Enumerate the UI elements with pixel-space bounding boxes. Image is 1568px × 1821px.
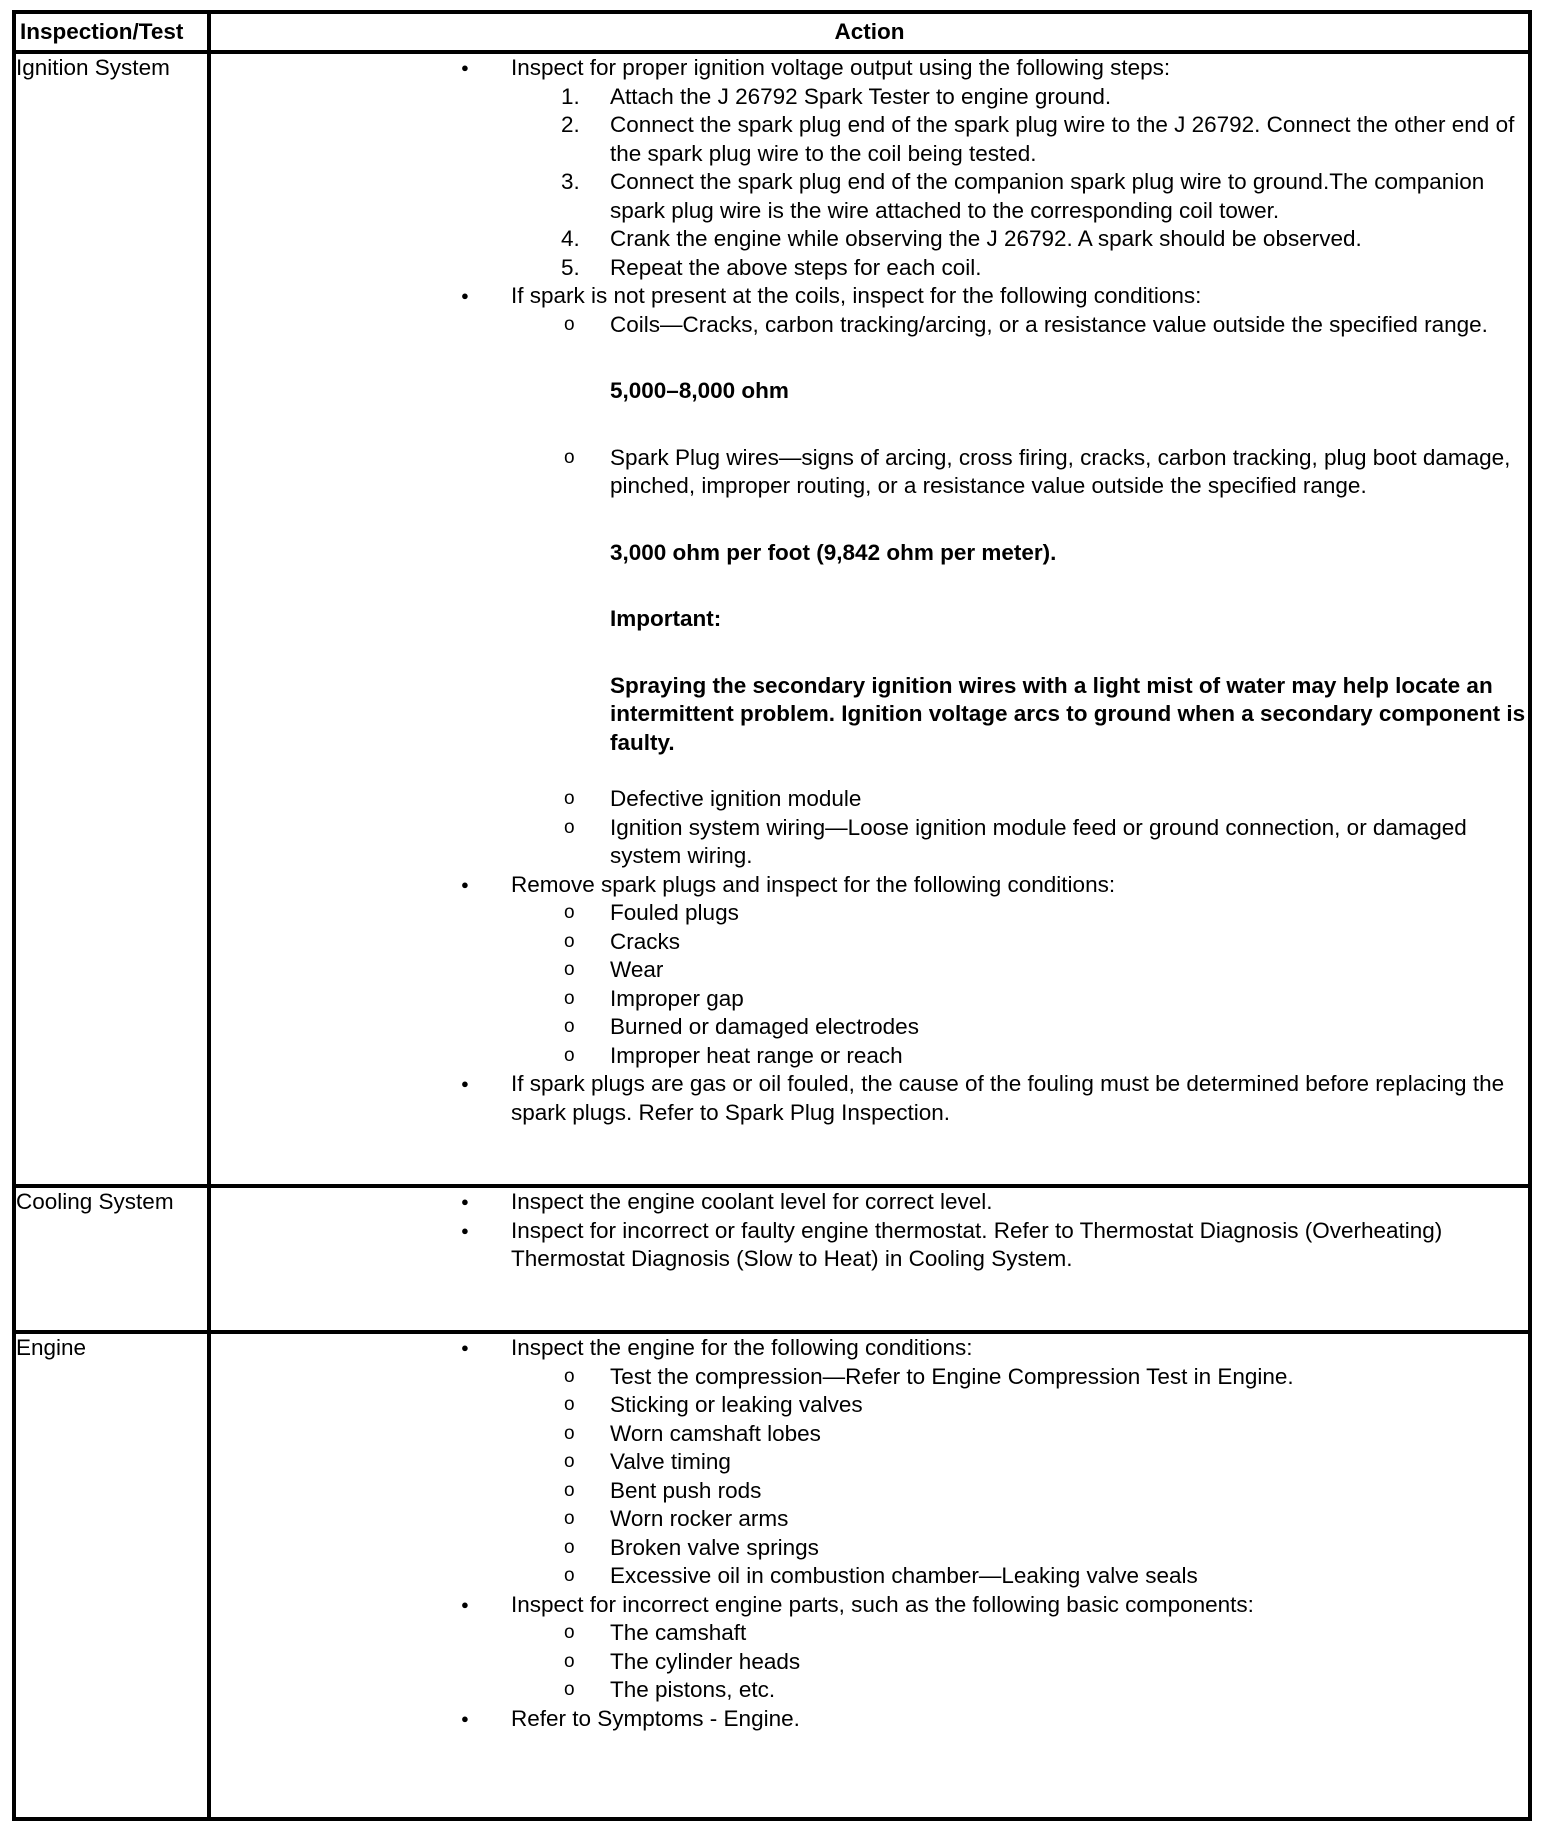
- sub-item: o Improper gap: [564, 985, 744, 1011]
- bullet-item: ● Inspect the engine for the following conditions:: [211, 1334, 1528, 1363]
- sub-item: o The camshaft: [564, 1620, 747, 1645]
- step-item: 2. Connect the spark plug end of the spark plug wire to the J 26792. Connect the other end of the spark plug wire to the coil being tested.: [561, 112, 1515, 166]
- bullet-item: ● If spark is not present at the coils, inspect for the following conditions:: [211, 282, 1528, 311]
- sub-item: o Bent push rods: [564, 1477, 762, 1503]
- table-row: [14, 52, 1530, 1186]
- sub-item: o Coils—Cracks, carbon tracking/arcing, or a resistance value outside the specified range.: [564, 311, 1488, 337]
- sub-item: o Cracks: [564, 928, 681, 954]
- row-label-cooling: Cooling System: [14, 1186, 209, 1332]
- bullet-item: ● Inspect the engine coolant level for correct level.: [211, 1188, 1528, 1217]
- bullet-item: ● Inspect for proper ignition voltage output using the following steps:: [211, 54, 1528, 83]
- wire-resistance-spec: 3,000 ohm per foot (9,842 ohm per meter).: [610, 539, 1057, 565]
- table-row: [14, 1332, 1530, 1819]
- sub-item: o Spark Plug wires—signs of arcing, cross firing, cracks, carbon tracking, plug boot damage, pinched, improper routing, or a resistance value outside the specified range.: [564, 444, 1511, 498]
- bullet-item: ● Inspect for incorrect engine parts, such as the following basic components:: [211, 1591, 1528, 1620]
- sub-item: o Test the compression—Refer to Engine Compression Test in Engine.: [564, 1363, 1294, 1389]
- sub-item: o Worn camshaft lobes: [564, 1420, 821, 1446]
- sub-item: o Valve timing: [564, 1449, 731, 1474]
- action-cooling: [209, 1186, 1530, 1332]
- bullet-item: ● Remove spark plugs and inspect for the following conditions:: [211, 871, 1528, 900]
- important-heading: Important:: [610, 606, 722, 631]
- step-item: 1. Attach the J 26792 Spark Tester to engine ground.: [561, 83, 1112, 109]
- sub-item: o Defective ignition module: [564, 786, 862, 811]
- sub-item: o Improper heat range or reach: [564, 1042, 903, 1068]
- sub-item: o Sticking or leaking valves: [564, 1392, 863, 1417]
- header-action: Action: [209, 12, 1530, 52]
- important-note: Spraying the secondary ignition wires with a light mist of water may help locate an intermittent problem. Ignition voltage arcs to ground when a secondary component is faulty.: [610, 672, 1526, 755]
- sub-item: o Worn rocker arms: [564, 1506, 789, 1531]
- step-item: 3. Connect the spark plug end of the companion spark plug wire to ground.The companion spark plug wire is the wire attached to the corresponding coil tower.: [561, 169, 1485, 223]
- header-row: [14, 12, 1530, 52]
- sub-item: o The cylinder heads: [564, 1648, 801, 1674]
- bullet-item: ● Refer to Symptoms - Engine.: [211, 1705, 1528, 1734]
- sub-item: o Ignition system wiring—Loose ignition module feed or ground connection, or damaged system wiring.: [564, 814, 1467, 868]
- row-label-engine: Engine: [14, 1332, 209, 1819]
- action-ignition: [209, 52, 1530, 1186]
- sub-item: o Wear: [564, 957, 664, 982]
- document-page: [12, 10, 1528, 1810]
- coil-resistance-spec: 5,000–8,000 ohm: [610, 378, 789, 403]
- step-item: 4. Crank the engine while observing the J 26792. A spark should be observed.: [561, 226, 1362, 251]
- sub-item: o Fouled plugs: [564, 900, 739, 925]
- sub-item: o The pistons, etc.: [564, 1677, 776, 1702]
- table-row: [14, 1186, 1530, 1332]
- sub-item: o Excessive oil in combustion chamber—Leaking valve seals: [564, 1563, 1198, 1588]
- action-engine: [209, 1332, 1530, 1819]
- sub-item: o Burned or damaged electrodes: [564, 1014, 919, 1039]
- sub-item: o Broken valve springs: [564, 1534, 819, 1560]
- step-item: 5. Repeat the above steps for each coil.: [561, 254, 982, 280]
- diagnosis-table: [12, 10, 1532, 1821]
- bullet-item: ● If spark plugs are gas or oil fouled, the cause of the fouling must be determined before replacing the spark plugs. Refer to Spark Plug Inspection.: [211, 1070, 1528, 1127]
- bullet-item: ● Inspect for incorrect or faulty engine thermostat. Refer to Thermostat Diagnosis (Overheating) Thermostat Diagnosis (Slow to Heat) in Cooling System.: [211, 1217, 1528, 1274]
- header-inspection-test: Inspection/Test: [14, 12, 209, 52]
- row-label-ignition: Ignition System: [14, 52, 209, 1186]
